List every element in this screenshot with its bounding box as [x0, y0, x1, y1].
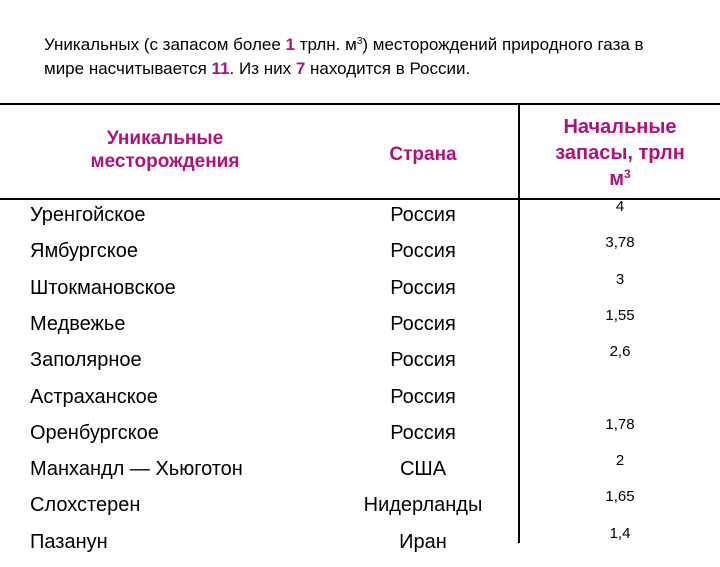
reserves-value: 2	[615, 452, 625, 470]
header-field-line1: Уникальные	[106, 128, 224, 149]
intro-text-1: Уникальных (с запасом более	[44, 35, 286, 54]
country-name: Россия	[390, 421, 456, 444]
reserves-value: 4	[615, 198, 625, 215]
russia-count-number: 7	[295, 59, 306, 78]
intro-text-3: ) месторождений природного газа в мире насчитывается	[44, 35, 644, 78]
cubic-superscript: 3	[356, 36, 363, 47]
country-name: США	[399, 458, 447, 481]
field-name: Медвежье	[30, 312, 126, 335]
table-top-border	[0, 103, 720, 105]
header-reserves-line2: запасы, трлн	[555, 142, 685, 164]
field-name: Пазанун	[30, 530, 108, 553]
header-reserves	[522, 114, 718, 192]
reserves-value: 3	[615, 270, 625, 288]
table-row	[0, 343, 720, 385]
reserves-value: 3,78	[605, 234, 635, 252]
world-count-number: 11	[211, 59, 230, 78]
reserves-value: 1,78	[605, 415, 635, 433]
reserves-value: 2,6	[609, 343, 631, 361]
intro-text-5: находится в России.	[305, 59, 471, 78]
field-name: Уренгойское	[30, 204, 146, 226]
field-name: Слохстерен	[30, 494, 141, 517]
intro-text-4: . Из них	[229, 59, 296, 78]
field-name: Заполярное	[30, 349, 142, 372]
header-field-line2: месторождения	[90, 151, 240, 172]
field-name: Оренбургское	[30, 421, 159, 444]
country-name: Иран	[399, 530, 447, 553]
field-name: Штокмановское	[30, 276, 176, 299]
reserves-value: 1,55	[605, 306, 635, 324]
country-name: Россия	[390, 312, 456, 335]
reserves-value: 1,65	[605, 488, 635, 506]
header-reserves-line3: $м^3$	[609, 167, 631, 190]
gas-fields-table	[0, 103, 720, 553]
header-reserves-line1: Начальные	[563, 116, 677, 138]
intro-paragraph	[44, 33, 684, 81]
country-name: Нидерланды	[363, 494, 483, 517]
field-name: Манхандл — Хьюготон	[30, 458, 243, 481]
unique-threshold-number: 1	[285, 35, 295, 54]
country-name: Россия	[390, 204, 456, 226]
country-name: Россия	[390, 349, 456, 372]
field-name: Астраханское	[30, 385, 158, 408]
header-field	[30, 127, 300, 173]
country-name: Россия	[390, 385, 456, 408]
reserves-value: 1,4	[609, 524, 631, 542]
country-name: Россия	[390, 276, 456, 299]
field-name: Ямбургское	[30, 240, 138, 263]
country-name: Россия	[390, 240, 456, 263]
table-row	[0, 524, 720, 567]
header-country: Страна	[389, 144, 457, 165]
intro-text-2: трлн. м	[294, 35, 357, 54]
